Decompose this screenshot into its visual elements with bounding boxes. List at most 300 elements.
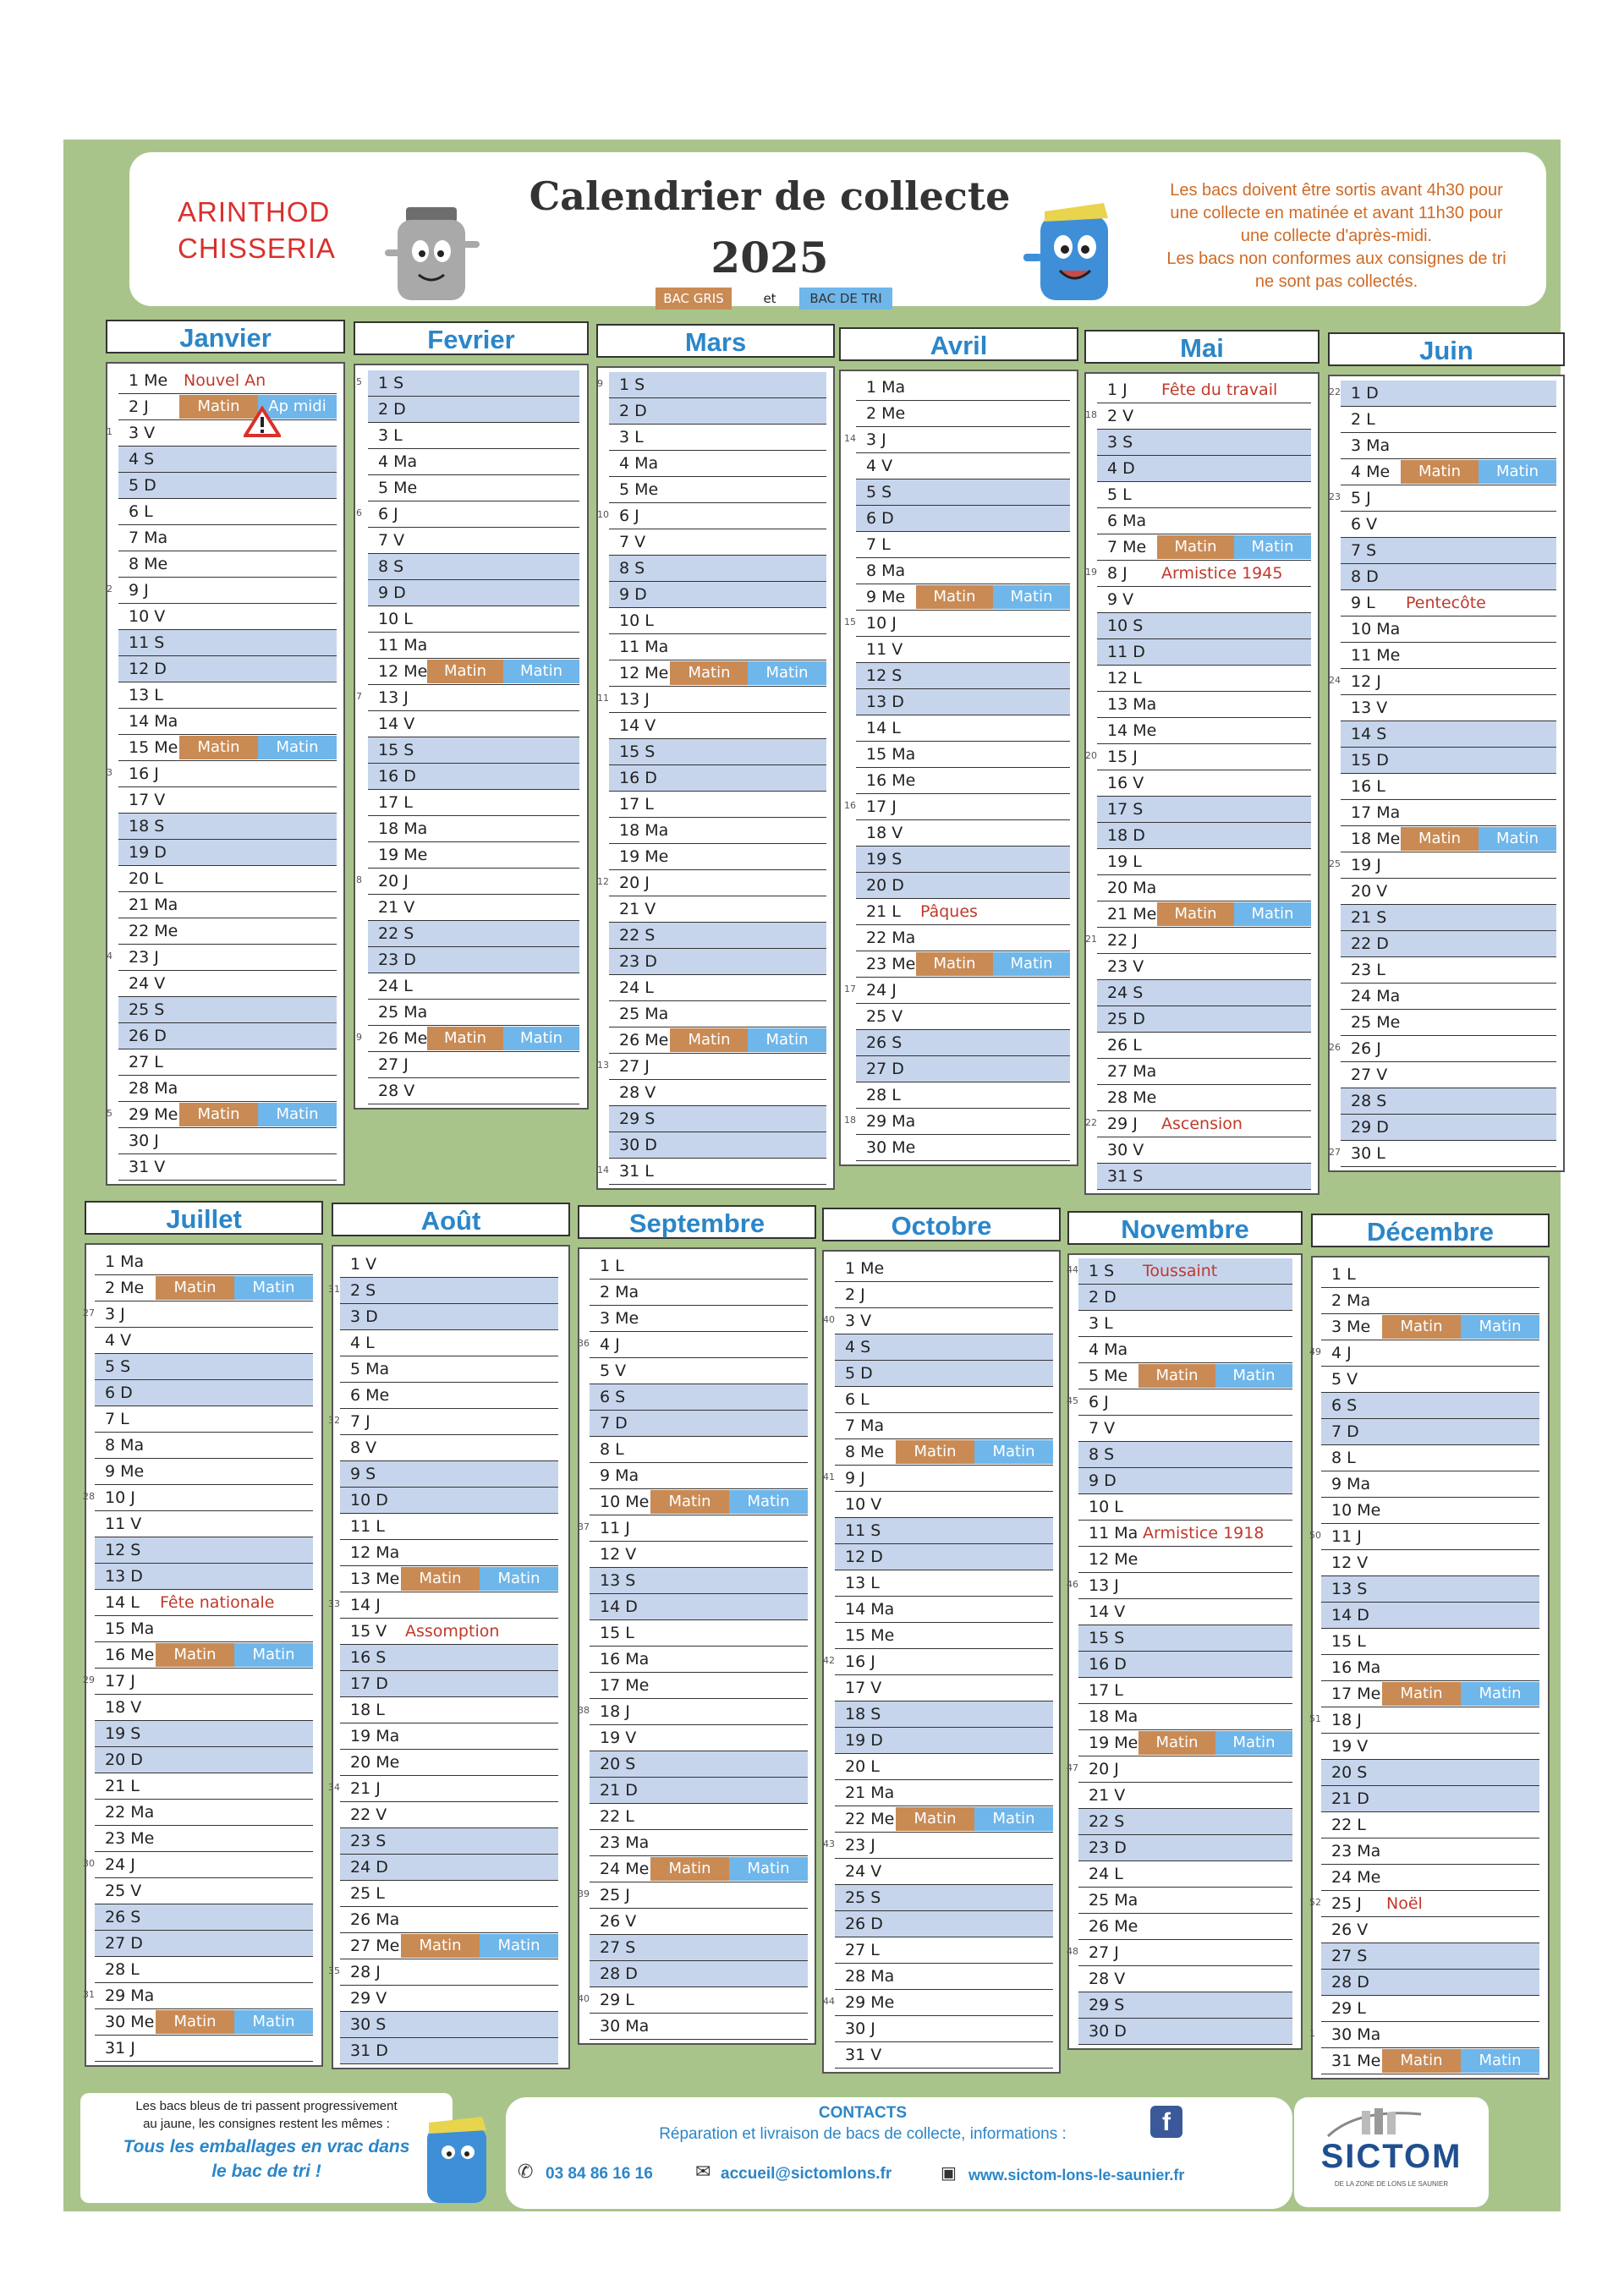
day-label: 21 Ma: [845, 1784, 895, 1802]
day-row: [590, 1280, 808, 1306]
bac-tri-collection: Matin: [1215, 1364, 1292, 1388]
day-label: 5 V: [1331, 1370, 1358, 1389]
day-label: 28 D: [600, 1964, 638, 1983]
day-label: 19 Me: [1089, 1734, 1138, 1752]
contact-phone[interactable]: 03 84 86 16 16: [546, 2165, 653, 2183]
day-row: [95, 1275, 313, 1301]
day-row: [597, 503, 826, 529]
day-label: 30 Me: [866, 1138, 916, 1157]
day-row: [95, 1590, 313, 1616]
day-row: [1085, 561, 1311, 587]
day-label: 22 L: [600, 1807, 634, 1826]
bac-tri-collection: Matin: [729, 1857, 808, 1881]
month-title: Janvier: [106, 320, 345, 353]
day-row: [1309, 1340, 1539, 1367]
day-label: 7 S: [1351, 541, 1377, 560]
day-row: [835, 1387, 1053, 1413]
day-row: [1341, 957, 1556, 984]
day-label: 23 Ma: [600, 1833, 650, 1852]
week-number: 3: [107, 767, 112, 778]
day-label: 29 Ma: [105, 1986, 155, 2005]
day-label: 27 D: [105, 1934, 143, 1953]
day-row: [95, 1721, 313, 1747]
day-row: [1309, 2022, 1539, 2048]
day-label: 18 J: [1331, 1711, 1362, 1729]
day-row: [1321, 1865, 1539, 1891]
day-row: [95, 1642, 313, 1669]
day-row: [1078, 1468, 1292, 1494]
day-row: [118, 604, 337, 630]
day-label: 21 V: [378, 898, 415, 917]
day-row: [1097, 456, 1311, 482]
day-label: 15 Ma: [105, 1619, 155, 1638]
day-row: [95, 1459, 313, 1485]
day-row: [856, 1082, 1070, 1109]
day-row: [340, 1907, 558, 1933]
day-row: [823, 1833, 1053, 1859]
day-label: 3 L: [1089, 1314, 1113, 1333]
day-row: [83, 1852, 313, 1878]
day-row: [1341, 695, 1556, 721]
day-row: [856, 925, 1070, 951]
day-row: [1085, 1111, 1311, 1137]
day-row: [368, 580, 579, 606]
month-title: Juin: [1328, 332, 1565, 366]
day-label: 12 V: [600, 1545, 637, 1564]
day-row: [835, 1728, 1053, 1754]
notice-line-1: Les bacs doivent être sortis avant 4h30 pour: [1170, 181, 1503, 200]
day-row: [1341, 826, 1556, 852]
day-row: [856, 637, 1070, 663]
day-label: 4 J: [600, 1335, 620, 1354]
day-row: [835, 1806, 1053, 1833]
day-row: [835, 2042, 1053, 2069]
day-row: [1321, 1970, 1539, 1996]
day-row: [835, 1439, 1053, 1466]
day-label: 24 V: [129, 974, 166, 993]
bac-tri-collection: Matin: [258, 1103, 337, 1126]
day-row: [1341, 590, 1556, 616]
day-row: [590, 1830, 808, 1856]
day-label: 6 S: [600, 1388, 626, 1406]
day-row: [590, 1253, 808, 1280]
day-label: 30 Ma: [1331, 2025, 1381, 2044]
day-label: 26 Me: [1089, 1917, 1138, 1936]
day-label: 14 L: [866, 719, 901, 737]
day-row: [1321, 1917, 1539, 1943]
day-label: 2 L: [1351, 410, 1375, 429]
footer-info-line-4: le bac de tri !: [211, 2162, 321, 2181]
notice-line-4: Les bacs non conformes aux consignes de tri: [1166, 249, 1506, 268]
day-row: [107, 1102, 337, 1128]
day-row: [356, 869, 579, 895]
day-row: [856, 663, 1070, 689]
day-label: 21 J: [350, 1779, 381, 1798]
day-label: 13 L: [129, 686, 163, 704]
day-label: 25 J: [600, 1886, 630, 1904]
day-row: [578, 1332, 808, 1358]
day-row: [1097, 954, 1311, 980]
day-row: [1321, 1655, 1539, 1681]
day-row: [118, 551, 337, 578]
day-label: 19 S: [866, 850, 903, 869]
week-number: 51: [1309, 1713, 1321, 1724]
day-row: [340, 1750, 558, 1776]
day-row: [1078, 1809, 1292, 1835]
week-number: 1: [1309, 2028, 1315, 2039]
day-row: [609, 923, 826, 949]
day-label: 6 L: [845, 1390, 870, 1409]
day-row: [1078, 1311, 1292, 1337]
day-label: 9 Ma: [600, 1466, 639, 1485]
week-number: 9: [597, 378, 603, 389]
day-label: 17 Me: [600, 1676, 650, 1695]
legend-et: et: [763, 291, 776, 306]
day-row: [95, 1878, 313, 1904]
contacts-line: Réparation et livraison de bacs de collecte, informations :: [659, 2125, 1067, 2143]
holiday-label: Noël: [1386, 1894, 1423, 1913]
day-label: 19 Ma: [350, 1727, 400, 1745]
day-label: 14 V: [1089, 1603, 1126, 1621]
day-row: [856, 506, 1070, 532]
day-label: 26 Ma: [350, 1910, 400, 1929]
day-row: [856, 820, 1070, 847]
day-row: [1329, 852, 1556, 879]
day-row: [368, 895, 579, 921]
day-row: [835, 1544, 1053, 1570]
day-label: 12 Ma: [350, 1543, 400, 1562]
day-row: [1321, 1734, 1539, 1760]
day-row: [1341, 800, 1556, 826]
day-label: 7 V: [619, 533, 646, 551]
day-label: 24 L: [1089, 1865, 1123, 1883]
week-number: 27: [83, 1307, 95, 1318]
day-row: [1097, 692, 1311, 718]
day-row: [340, 1986, 558, 2012]
day-row: [368, 790, 579, 816]
day-row: [609, 765, 826, 792]
day-label: 9 J: [129, 581, 149, 600]
day-row: [1097, 1085, 1311, 1111]
day-label: 14 L: [105, 1593, 140, 1612]
day-label: 30 D: [1089, 2022, 1127, 2041]
day-label: 10 Me: [600, 1493, 650, 1511]
day-row: [835, 1256, 1053, 1282]
day-label: 9 Ma: [1331, 1475, 1371, 1493]
day-row: [835, 1911, 1053, 1937]
day-label: 4 L: [350, 1334, 375, 1352]
bac-gris-collection: Matin: [1382, 1315, 1461, 1339]
day-row: [856, 558, 1070, 584]
day-row: [609, 1027, 826, 1054]
week-number: 24: [1329, 675, 1341, 686]
bac-tri-collection: Matin: [1479, 460, 1556, 484]
day-label: 1 D: [1351, 384, 1379, 403]
day-label: 23 D: [619, 952, 657, 971]
day-label: 11 V: [866, 640, 903, 659]
day-row: [1321, 1550, 1539, 1576]
day-row: [590, 1437, 808, 1463]
day-label: 3 J: [105, 1305, 125, 1323]
day-row: [590, 1804, 808, 1830]
day-row: [823, 1308, 1053, 1334]
day-label: 18 Ma: [619, 821, 669, 840]
day-label: 6 L: [129, 502, 153, 521]
day-label: 15 S: [378, 741, 414, 759]
day-row: [95, 1904, 313, 1931]
bac-tri-collection: Matin: [748, 661, 826, 685]
day-row: [609, 660, 826, 687]
day-label: 16 Ma: [600, 1650, 650, 1669]
bac-gris-collection: Matin: [896, 1440, 974, 1464]
day-label: 15 Me: [845, 1626, 895, 1645]
day-label: 29 V: [350, 1989, 387, 2008]
day-label: 31 Me: [1331, 2052, 1381, 2070]
day-label: 7 Me: [1107, 538, 1147, 556]
day-row: [328, 1409, 558, 1435]
day-label: 20 D: [866, 876, 904, 895]
day-label: 2 Me: [866, 404, 906, 423]
day-row: [118, 1128, 337, 1154]
day-row: [368, 423, 579, 449]
day-label: 14 D: [600, 1597, 638, 1616]
day-row: [1341, 931, 1556, 957]
day-row: [1321, 1786, 1539, 1812]
day-row: [118, 735, 337, 761]
day-label: 24 Ma: [1351, 987, 1401, 1006]
day-row: [856, 715, 1070, 742]
day-label: 9 S: [350, 1465, 376, 1483]
bac-gris-collection: Matin: [427, 660, 503, 683]
day-row: [95, 2036, 313, 2062]
day-row: [835, 1361, 1053, 1387]
day-row: [856, 689, 1070, 715]
day-row: [1341, 1115, 1556, 1141]
day-label: 14 Ma: [129, 712, 178, 731]
day-row: [835, 2016, 1053, 2042]
notice-line-5: ne sont pas collectés.: [1254, 272, 1418, 291]
day-row: [368, 737, 579, 764]
day-label: 9 V: [1107, 590, 1134, 609]
day-row: [609, 949, 826, 975]
day-row: [1097, 613, 1311, 639]
day-row: [340, 1356, 558, 1383]
legend-bac-gris: BAC GRIS: [656, 288, 732, 310]
day-row: [597, 687, 826, 713]
day-row: [340, 1802, 558, 1828]
day-label: 26 D: [845, 1915, 883, 1933]
day-label: 25 Ma: [619, 1005, 669, 1023]
day-row: [835, 1701, 1053, 1728]
day-label: 10 Ma: [1351, 620, 1401, 638]
day-label: 19 D: [845, 1731, 883, 1750]
day-row: [107, 761, 337, 787]
day-row: [590, 1489, 808, 1515]
bac-gris-collection: Matin: [1138, 1364, 1215, 1388]
day-row: [597, 870, 826, 896]
page-title: Calendrier de collecte: [529, 173, 1011, 219]
day-label: 28 Me: [1107, 1088, 1157, 1107]
week-number: 40: [578, 1993, 590, 2004]
day-label: 16 Me: [866, 771, 916, 790]
week-number: 46: [1067, 1579, 1078, 1590]
day-label: 18 V: [866, 824, 903, 842]
page-year: 2025: [710, 233, 829, 282]
week-number: 14: [597, 1164, 609, 1175]
day-row: [368, 816, 579, 842]
day-label: 1 J: [1107, 381, 1127, 399]
day-row: [340, 1540, 558, 1566]
contact-email[interactable]: accueil@sictomlons.fr: [721, 2165, 892, 2183]
day-label: 28 S: [1351, 1092, 1387, 1110]
facebook-icon[interactable]: f: [1150, 2106, 1182, 2138]
day-label: 15 S: [619, 743, 656, 761]
day-label: 6 J: [619, 507, 639, 525]
day-label: 13 D: [105, 1567, 143, 1586]
day-label: 18 D: [1107, 826, 1145, 845]
day-label: 27 Ma: [1107, 1062, 1157, 1081]
day-row: [844, 794, 1070, 820]
day-label: 11 Me: [1351, 646, 1401, 665]
day-row: [1097, 1059, 1311, 1085]
bac-gris-collection: Matin: [670, 661, 749, 685]
day-row: [609, 608, 826, 634]
month-title: Octobre: [822, 1208, 1061, 1241]
day-row: [844, 978, 1070, 1004]
day-row: [328, 1592, 558, 1619]
day-row: [844, 1109, 1070, 1135]
day-row: [856, 453, 1070, 479]
day-label: 26 V: [1331, 1921, 1369, 1939]
day-label: 22 Ma: [105, 1803, 155, 1822]
day-row: [368, 842, 579, 869]
day-label: 26 Me: [378, 1029, 428, 1048]
day-label: 27 L: [845, 1941, 880, 1959]
day-label: 26 D: [129, 1027, 167, 1045]
bac-tri-collection: Matin: [974, 1440, 1053, 1464]
day-row: [118, 394, 337, 420]
day-row: [835, 1964, 1053, 1990]
day-row: [578, 1882, 808, 1909]
day-label: 12 V: [1331, 1553, 1369, 1572]
day-label: 30 D: [619, 1136, 657, 1154]
day-row: [1097, 1164, 1311, 1190]
day-row: [95, 1800, 313, 1826]
day-row: [856, 375, 1070, 401]
day-label: 28 L: [866, 1086, 901, 1104]
day-row: [368, 1078, 579, 1104]
day-row: [118, 840, 337, 866]
day-label: 21 D: [1331, 1789, 1369, 1808]
day-row: [835, 1780, 1053, 1806]
blue-bin-small-mascot-icon: [419, 2110, 495, 2207]
week-number: 16: [844, 800, 856, 811]
week-number: 42: [823, 1655, 835, 1666]
day-row: [118, 709, 337, 735]
day-row: [340, 1435, 558, 1461]
day-row: [1067, 1756, 1292, 1783]
month-title: Septembre: [578, 1205, 816, 1239]
day-label: 11 S: [129, 633, 165, 652]
day-label: 16 L: [1351, 777, 1385, 796]
day-label: 13 Ma: [1107, 695, 1157, 714]
day-label: 12 D: [845, 1548, 883, 1566]
week-number: 52: [1309, 1897, 1321, 1908]
day-label: 12 D: [129, 660, 167, 678]
day-label: 3 Ma: [1351, 436, 1391, 455]
day-label: 20 S: [600, 1755, 636, 1773]
week-number: 39: [578, 1888, 590, 1899]
holiday-label: Armistice 1918: [1143, 1524, 1265, 1543]
day-label: 27 V: [1351, 1066, 1388, 1084]
day-label: 10 L: [378, 610, 413, 628]
day-row: [1321, 1471, 1539, 1498]
day-row: [95, 1826, 313, 1852]
day-label: 19 Me: [619, 847, 669, 866]
bac-gris-collection: Matin: [1382, 1682, 1461, 1706]
week-number: 23: [1329, 491, 1341, 502]
day-row: [844, 611, 1070, 637]
day-row: [1078, 1992, 1292, 2019]
day-label: 14 Ma: [845, 1600, 895, 1619]
day-row: [1321, 1576, 1539, 1603]
day-label: 15 D: [1351, 751, 1389, 770]
day-label: 27 J: [619, 1057, 650, 1076]
week-number: 26: [1329, 1042, 1341, 1053]
day-row: [1078, 1285, 1292, 1311]
day-label: 14 V: [378, 715, 415, 733]
bac-tri-collection: Matin: [1479, 827, 1556, 851]
contact-website[interactable]: www.sictom-lons-le-saunier.fr: [968, 2167, 1185, 2184]
day-row: [1097, 770, 1311, 797]
day-row: [597, 1054, 826, 1080]
day-label: 21 Me: [1107, 905, 1157, 923]
day-row: [95, 1380, 313, 1406]
day-row: [1097, 1033, 1311, 1059]
day-row: [1078, 1730, 1292, 1756]
day-label: 20 Ma: [1107, 879, 1157, 897]
day-label: 18 Me: [1351, 830, 1401, 848]
day-row: [835, 1413, 1053, 1439]
day-row: [1078, 1783, 1292, 1809]
day-row: [1097, 901, 1311, 928]
day-row: [609, 739, 826, 765]
week-number: 44: [823, 1996, 835, 2007]
day-label: 24 V: [845, 1862, 882, 1881]
bac-tri-collection: Matin: [503, 660, 579, 683]
day-row: [118, 997, 337, 1023]
week-number: 8: [356, 874, 362, 885]
day-row: [1078, 1442, 1292, 1468]
day-label: 28 V: [378, 1082, 415, 1100]
day-label: 3 J: [866, 430, 886, 449]
day-label: 21 D: [600, 1781, 638, 1800]
day-row: [1097, 849, 1311, 875]
day-label: 29 S: [1089, 1996, 1125, 2014]
week-number: 44: [1067, 1264, 1078, 1275]
day-row: [1321, 1288, 1539, 1314]
holiday-label: Assomption: [405, 1622, 500, 1641]
month-title: Juillet: [85, 1201, 323, 1235]
day-label: 8 L: [600, 1440, 624, 1459]
day-row: [609, 477, 826, 503]
day-row: [340, 1723, 558, 1750]
day-row: [107, 420, 337, 447]
day-row: [1341, 538, 1556, 564]
day-row: [1341, 879, 1556, 905]
day-row: [1309, 1707, 1539, 1734]
bac-gris-collection: Matin: [1157, 535, 1234, 559]
